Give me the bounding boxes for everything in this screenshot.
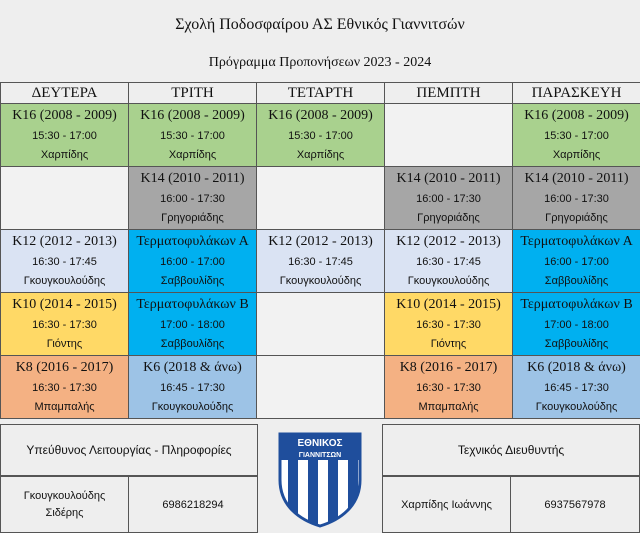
time-label: 16:30 - 17:45: [32, 256, 97, 268]
day-header: ΤΕΤΑΡΤΗ: [257, 83, 385, 104]
contact-footer: [0, 424, 640, 533]
coach-label: Γκουγκουλούδης: [535, 401, 618, 413]
group-label: Κ8 (2016 - 2017): [15, 360, 114, 375]
group-label: Κ12 (2012 - 2013): [396, 234, 501, 249]
group-label: Κ8 (2016 - 2017): [399, 360, 498, 375]
schedule-cell: [513, 293, 640, 356]
coach-label: Μπαμπαλής: [418, 401, 479, 413]
coach-label: Γρηγοριάδης: [417, 212, 480, 224]
group-label: Κ16 (2008 - 2009): [268, 108, 373, 123]
time-label: 15:30 - 17:00: [32, 130, 97, 142]
time-label: 15:30 - 17:00: [160, 130, 225, 142]
empty-cell: [1, 167, 129, 230]
time-label: 16:00 - 17:00: [160, 256, 225, 268]
schedule-cell: [513, 356, 640, 419]
group-label: Τερματοφυλάκων Β: [520, 297, 633, 312]
time-label: 16:45 - 17:30: [160, 382, 225, 394]
schedule-cell: [1, 356, 129, 419]
coach-label: Γκουγκουλούδης: [407, 275, 490, 287]
time-label: 16:30 - 17:45: [416, 256, 481, 268]
group-label: Κ14 (2010 - 2011): [396, 171, 501, 186]
time-label: 16:00 - 17:30: [416, 193, 481, 205]
manager-name-line2: Σιδέρης: [45, 506, 84, 519]
coach-label: Χαρπίδης: [552, 149, 601, 161]
time-label: 16:00 - 17:30: [544, 193, 609, 205]
empty-cell: [257, 356, 385, 419]
schedule-cell: [385, 293, 513, 356]
time-label: 16:30 - 17:30: [32, 382, 97, 394]
group-label: Κ10 (2014 - 2015): [12, 297, 117, 312]
coach-label: Γκουγκουλούδης: [279, 275, 362, 287]
time-label: 15:30 - 17:00: [544, 130, 609, 142]
day-header: ΠΑΡΑΣΚΕΥΗ: [513, 83, 640, 104]
group-label: Τερματοφυλάκων Β: [136, 297, 249, 312]
table-row: [1, 167, 640, 230]
schedule-cell: [129, 167, 257, 230]
table-row: [1, 230, 640, 293]
time-label: 17:00 - 18:00: [160, 319, 225, 331]
time-label: 17:00 - 18:00: [544, 319, 609, 331]
schedule-cell: [129, 104, 257, 167]
empty-cell: [385, 104, 513, 167]
empty-cell: [257, 167, 385, 230]
time-label: 16:30 - 17:30: [416, 382, 481, 394]
group-label: Κ16 (2008 - 2009): [140, 108, 245, 123]
time-label: 16:45 - 17:30: [544, 382, 609, 394]
schedule-cell: [385, 167, 513, 230]
day-header: ΔΕΥΤΕΡΑ: [1, 83, 129, 104]
coach-label: Μπαμπαλής: [34, 401, 95, 413]
day-header: ΠΕΜΠΤΗ: [385, 83, 513, 104]
group-label: Τερματοφυλάκων Α: [520, 234, 633, 249]
group-label: Κ16 (2008 - 2009): [12, 108, 117, 123]
crest-text-line2: ΓΙΑΝΝΙΤΣΩΝ: [298, 451, 342, 459]
coach-label: Σαββουλίδης: [160, 338, 225, 350]
coach-label: Σαββουλίδης: [160, 275, 225, 287]
table-row: [1, 104, 640, 167]
operations-manager-name: [0, 476, 129, 533]
schedule-cell: [129, 293, 257, 356]
coach-label: Γκουγκουλούδης: [151, 401, 234, 413]
schedule-cell: [257, 104, 385, 167]
club-crest-icon: [274, 430, 366, 528]
club-logo: [258, 424, 382, 533]
day-header: ΤΡΙΤΗ: [129, 83, 257, 104]
group-label: Κ14 (2010 - 2011): [140, 171, 245, 186]
time-label: 16:30 - 17:30: [32, 319, 97, 331]
table-row: [1, 293, 640, 356]
coach-label: Σαββουλίδης: [544, 338, 609, 350]
manager-name-line1: Γκουγκουλούδης: [23, 489, 106, 502]
time-label: 16:00 - 17:00: [544, 256, 609, 268]
schedule-cell: [1, 293, 129, 356]
schedule-cell: [513, 167, 640, 230]
group-label: Κ6 (2018 & άνω): [527, 360, 626, 375]
schedule-table: [0, 82, 640, 419]
day-header-row: [1, 83, 640, 104]
coach-label: Γκουγκουλούδης: [23, 275, 106, 287]
schedule-cell: [1, 104, 129, 167]
group-label: Κ6 (2018 & άνω): [143, 360, 242, 375]
crest-text-line1: ΕΘΝΙΚΟΣ: [297, 437, 343, 449]
time-label: 15:30 - 17:00: [288, 130, 353, 142]
group-label: Κ16 (2008 - 2009): [524, 108, 629, 123]
page-title: Σχολή Ποδοσφαίρου ΑΣ Εθνικός Γιαννιτσών: [175, 16, 465, 33]
schedule-cell: [257, 230, 385, 293]
coach-label: Γιόντης: [430, 338, 467, 350]
coach-label: Χαρπίδης: [168, 149, 217, 161]
group-label: Κ12 (2012 - 2013): [12, 234, 117, 249]
time-label: 16:00 - 17:30: [160, 193, 225, 205]
schedule-cell: [513, 230, 640, 293]
time-label: 16:30 - 17:45: [288, 256, 353, 268]
operations-manager-phone: 6986218294: [128, 476, 258, 533]
coach-label: Χαρπίδης: [296, 149, 345, 161]
time-label: 16:30 - 17:30: [416, 319, 481, 331]
schedule-cell: [513, 104, 640, 167]
coach-label: Γρηγοριάδης: [545, 212, 608, 224]
schedule-cell: [1, 230, 129, 293]
group-label: Κ10 (2014 - 2015): [396, 297, 501, 312]
schedule-cell: [385, 356, 513, 419]
schedule-cell: [385, 230, 513, 293]
group-label: Κ14 (2010 - 2011): [524, 171, 629, 186]
schedule-cell: [129, 230, 257, 293]
page-subtitle: Πρόγραμμα Προπονήσεων 2023 - 2024: [208, 55, 432, 70]
coach-label: Σαββουλίδης: [544, 275, 609, 287]
technical-director-name: Χαρπίδης Ιωάννης: [382, 476, 511, 533]
coach-label: Γρηγοριάδης: [161, 212, 224, 224]
coach-label: Χαρπίδης: [40, 149, 89, 161]
technical-director-title: Τεχνικός Διευθυντής: [382, 424, 640, 476]
group-label: Τερματοφυλάκων Α: [136, 234, 249, 249]
technical-director-phone: 6937567978: [510, 476, 640, 533]
empty-cell: [257, 293, 385, 356]
coach-label: Γιόντης: [46, 338, 83, 350]
table-row: [1, 356, 640, 419]
schedule-cell: [129, 356, 257, 419]
operations-manager-title: Υπεύθυνος Λειτουργίας - Πληροφορίες: [0, 424, 258, 476]
group-label: Κ12 (2012 - 2013): [268, 234, 373, 249]
